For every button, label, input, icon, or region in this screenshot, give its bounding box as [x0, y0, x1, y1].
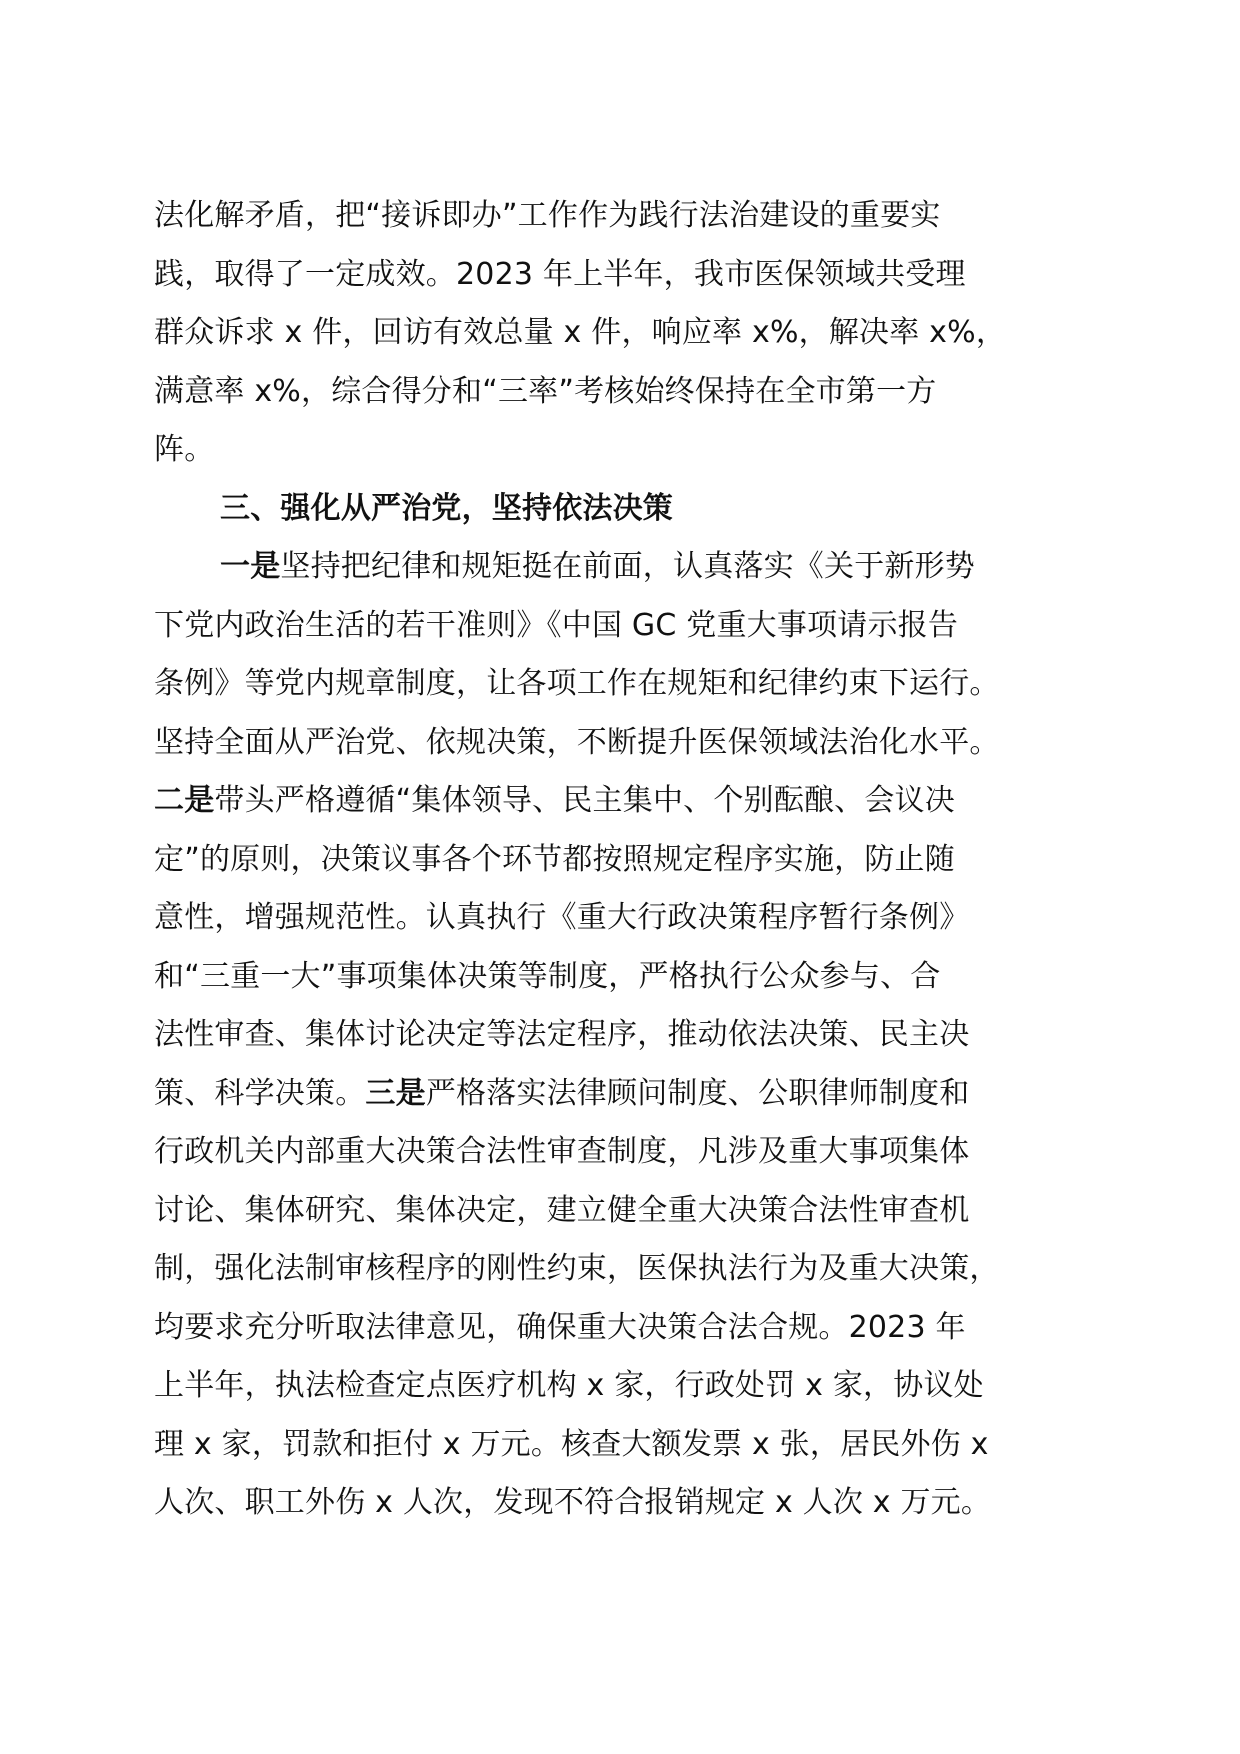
paragraph-line: [154, 772, 1094, 831]
paragraph-line: 坚持全面从严治党、依规决策，不断提升医保领域法治化水平。: [154, 724, 1000, 760]
body-text-line: 群众诉求 x 件，回访有效总量 x 件，响应率 x%，解决率 x%，: [154, 315, 1007, 350]
paragraph-text: 坚持把纪律和规矩挺在前面，认真落实《关于新形势: [280, 549, 976, 584]
paragraph-text: 带头严格遵循“集体领导、民主集中、个别酝酿、会议决: [214, 783, 955, 818]
paragraph-line: 行政机关内部重大决策合法性审查制度，凡涉及重大事项集体: [154, 1134, 970, 1169]
body-text-line: 法化解矛盾，把“接诉即办”工作作为践行法治建设的重要实: [154, 198, 941, 233]
paragraph-line: 制，强化法制审核程序的刚性约束，医保执法行为及重大决策，: [154, 1251, 1000, 1286]
paragraph-text: 严格落实法律顾问制度、公职律师制度和: [425, 1075, 970, 1111]
paragraph-text: 策、科学决策。: [154, 1075, 366, 1111]
paragraph-line: 条例》等党内规章制度，让各项工作在规矩和纪律约束下运行。: [154, 666, 1000, 701]
document-body: [154, 187, 1094, 1533]
paragraph-line: 定”的原则，决策议事各个环节都按照规定程序实施，防止随: [154, 841, 955, 877]
point-marker-1: 一是: [220, 549, 281, 584]
paragraph-line: 下党内政治生活的若干准则》《中国 GC 党重大事项请示报告: [154, 607, 959, 643]
paragraph-line: [154, 1065, 1094, 1124]
paragraph-line: 上半年，执法检查定点医疗机构 x 家，行政处罚 x 家，协议处: [154, 1368, 984, 1403]
paragraph-line: 理 x 家，罚款和拒付 x 万元。核查大额发票 x 张，居民外伤 x: [154, 1426, 989, 1462]
point-marker-2: 二是: [154, 783, 215, 818]
paragraph-line: [154, 538, 1094, 597]
paragraph-line: 意性，增强规范性。认真执行《重大行政决策程序暂行条例》: [154, 900, 970, 935]
point-marker-3: 三是: [365, 1075, 426, 1111]
body-text-line: 满意率 x%，综合得分和“三率”考核始终保持在全市第一方: [154, 373, 937, 409]
paragraph-line: 人次、职工外伤 x 人次，发现不符合报销规定 x 人次 x 万元。: [154, 1485, 992, 1520]
paragraph-line: 讨论、集体研究、集体决定，建立健全重大决策合法性审查机: [154, 1192, 970, 1228]
section-heading: 三、强化从严治党，坚持依法决策: [220, 490, 673, 526]
body-text-line: 践，取得了一定成效。2023 年上半年，我市医保领域共受理: [154, 256, 966, 292]
paragraph-line: 和“三重一大”事项集体决策等制度，严格执行公众参与、合: [154, 958, 941, 994]
paragraph-line: 均要求充分听取法律意见，确保重大决策合法合规。2023 年: [154, 1309, 966, 1345]
body-text-line: 阵。: [154, 432, 215, 467]
paragraph-line: 法性审查、集体讨论决定等法定程序，推动依法决策、民主决: [154, 1017, 970, 1052]
